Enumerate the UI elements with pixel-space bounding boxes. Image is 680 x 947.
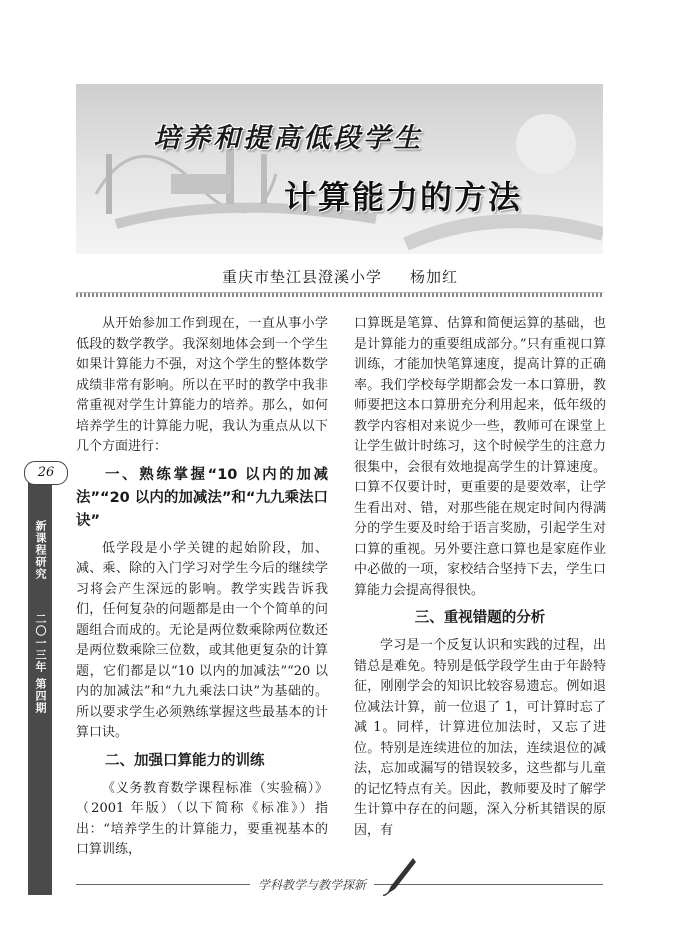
section-3-paragraph: 学习是一个反复认识和实践的过程，出错总是难免。特别是低学段学生由于年龄特征，刚刚学会的知识比较容易遗忘。例如退位减法计算，前一位退了 1，可计算时忘了减 1。同样，计算进位加法时，又忘了进位。特别是连续进位的加法，连续退位的减法，忘加或漏写的错误较多，这些都与儿童的记忆特点有关。因此，教师要及时了解学生计算中存在的问题，深入分析其错误的原因，有 [354, 638, 606, 838]
section-1-paragraph: 低学段是小学关键的起始阶段，加、减、乘、除的入门学习对学生今后的继续学习将会产生深远的影响。教学实践告诉我们，任何复杂的问题都是由一个个简单的问题组合而成的。无论是两位数乘除两位数还是两位数乘除三位数，或其他更复杂的计算题，它们都是以“10 以内的加减法”“20 以内的加减法”和“九九乘法口诀”为基础的。所以要求学生必须熟练掌握这些最基本的计算口诀。 [76, 540, 328, 740]
byline [0, 266, 680, 287]
section-2-paragraph-start: 《义务教育数学课程标准（实验稿）》（2001 年版）（以下简称《标准》）指出：“培养学生的计算能力，要重视基本的口算训练， [76, 780, 328, 857]
page-number: 26 [24, 461, 68, 485]
article-title-line1: 培养和提高低段学生 [153, 123, 423, 154]
title-banner [76, 84, 603, 254]
section-heading-2: 二、加强口算能力的训练 [105, 752, 265, 769]
title-divider [76, 292, 603, 297]
article-title-line2: 计算能力的方法 [284, 178, 523, 216]
left-column [76, 314, 328, 861]
banner-decoration [76, 84, 603, 254]
right-column [354, 314, 606, 841]
section-2-paragraph-cont: 口算既是笔算、估算和简便运算的基础，也是计算能力的重要组成部分。”只有重视口算训练，才能加快笔算速度，提高计算的正确率。我们学校每学期都会发一本口算册，教师要把这本口算册充分利用起来，低年级的教学内容相对来说少一些，教师可在课堂上让学生做计时练习，这个时候学生的注意力很集中，会很有效地提高学生的计算速度。口算不仅要计时，更重要的是要效率，让学生看出对、错，对那些能在规定时间内得满分的学生要及时给于语言奖励，引起学生对口算的重视。另外要注意口算也是家庭作业中必做的一项，家校结合坚持下去，学生口算能力会提高得很快。 [354, 316, 606, 598]
footer-column-name: 学科教学与教学探新 [250, 876, 374, 893]
journal-name: 新课程研究 [34, 520, 47, 580]
journal-issue: 二〇一三年 第四期 [34, 613, 47, 714]
section-heading-3: 三、重视错题的分析 [414, 610, 546, 626]
pen-icon [383, 856, 417, 896]
intro-paragraph: 从开始参加工作到现在，一直从事小学低段的数学教学。我深刻地体会到一个学生如果计算能力不强，对这个学生的整体数学成绩非常有影响。所以在平时的教学中我非常重视对学生计算能力的培养。那么，如何培养学生的计算能力呢，我认为重点从以下几个方面进行： [76, 316, 328, 454]
author-school: 重庆市垫江县澄溪小学 [221, 268, 382, 286]
section-heading-1: 一、熟练掌握“10 以内的加减法”“20 以内的加减法”和“九九乘法口诀” [76, 466, 328, 529]
author-name: 杨加红 [410, 268, 459, 286]
